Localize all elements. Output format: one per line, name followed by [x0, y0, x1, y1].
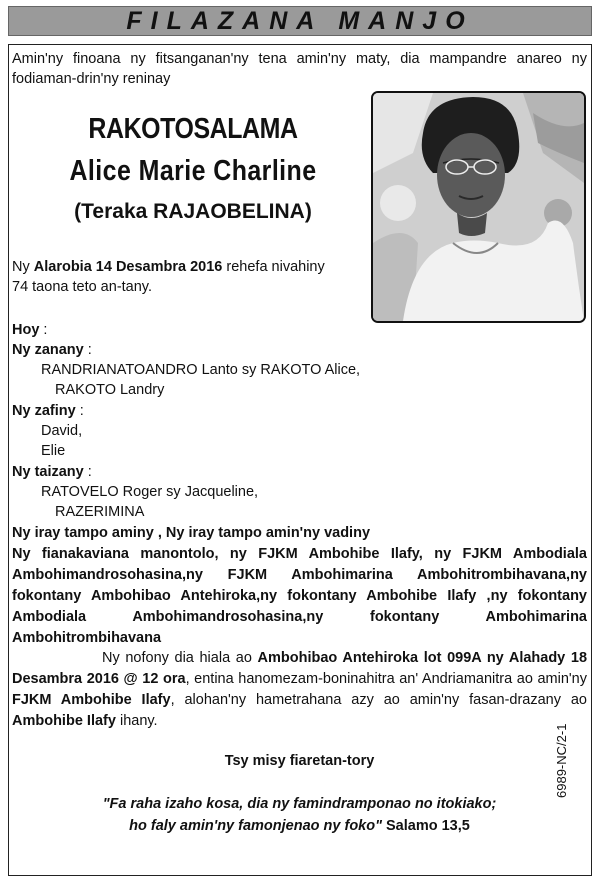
hoy-line: Hoy : — [12, 322, 48, 338]
deceased-given-names: Alice Marie Charline — [69, 155, 317, 187]
siblings-item: RAZERIMINA — [55, 504, 145, 520]
relatives-line: Ny iray tampo aminy , Ny iray tampo amin'ny vadiny — [12, 525, 371, 541]
grandchildren-label: Ny zafiny — [12, 403, 76, 419]
siblings-label: Ny taizany — [12, 464, 84, 480]
children-label: Ny zanany — [12, 342, 84, 358]
death-date: Alarobia 14 Desambra 2016 — [33, 259, 223, 275]
verse-line-1: "Fa raha izaho kosa, dia ny famindramponao no itokiako; — [102, 796, 497, 812]
ad-reference: 6989-NC/2-1 — [554, 723, 569, 798]
communities-paragraph: Ny fianakaviana manontolo, ny FJKM Ambohibe Ilafy, ny FJKM Ambodiala Ambohimandrosohasina,ny FJKM Ambohimarina Ambohitrombihavana,ny fokontany Ambohibao Antehiroka,ny fokontany Ambohibe Ilafy ,ny fokontany Ambodiala Ambohimandrosohasina,ny fokontany Ambohimarina Ambohitrombihavana — [12, 546, 587, 646]
siblings-heading: Ny taizany : — [12, 464, 92, 480]
verse-line-2: ho faly amin'ny famonjenao ny foko" — [129, 818, 382, 834]
children-item: RAKOTO Landry — [55, 382, 165, 398]
bible-verse — [12, 793, 587, 837]
grandchildren-heading: Ny zafiny : — [12, 403, 84, 419]
church-name: FJKM Ambohibe Ilafy — [12, 692, 171, 708]
deceased-portrait — [371, 91, 586, 323]
notice-title: FILAZANA MANJO — [126, 6, 474, 35]
deceased-surname: RAKOTOSALAMA — [88, 113, 298, 145]
burial-paragraph: Ny nofony dia hiala ao Ambohibao Antehiroka lot 099A ny Alahady 18 Desambra 2016 @ 12 ora, entina hanomezam-boninahitra an' Andriamanitra ao amin'ny FJKM Ambohibe Ilafy, alohan'ny hametrahana azy ao amin'ny fasan-drazany ao Ambohibe Ilafy ihany. — [12, 650, 588, 729]
siblings-item: RATOVELO Roger sy Jacqueline, — [41, 484, 259, 500]
tomb-place: Ambohibe Ilafy — [12, 713, 116, 729]
grandchildren-item: David, — [41, 423, 83, 439]
grandchildren-item: Elie — [41, 443, 66, 459]
portrait-image — [373, 93, 584, 321]
children-heading: Ny zanany : — [12, 342, 92, 358]
children-item: RANDRIANATOANDRO Lanto sy RAKOTO Alice, — [41, 362, 361, 378]
no-flowers-note: Tsy misy fiaretan-tory — [224, 753, 375, 769]
hoy-label: Hoy — [12, 322, 40, 338]
deceased-maiden-name: (Teraka RAJAOBELINA) — [74, 200, 312, 223]
intro-text: Amin'ny finoana ny fitsanganan'ny tena amin'ny maty, dia mampandre anareo ny fodiaman-drin'ny reninay — [12, 51, 587, 87]
notice-header — [8, 6, 592, 36]
verse-reference: Salamo 13,5 — [381, 818, 470, 834]
burial-place-time: Ambohibao Antehiroka lot 099A ny Alahady 18 Desambra 2016 @ 12 ora — [12, 650, 588, 687]
death-age: 74 taona teto an-tany. — [12, 279, 153, 295]
death-line: Ny Alarobia 14 Desambra 2016 rehefa nivahiny — [12, 259, 325, 275]
